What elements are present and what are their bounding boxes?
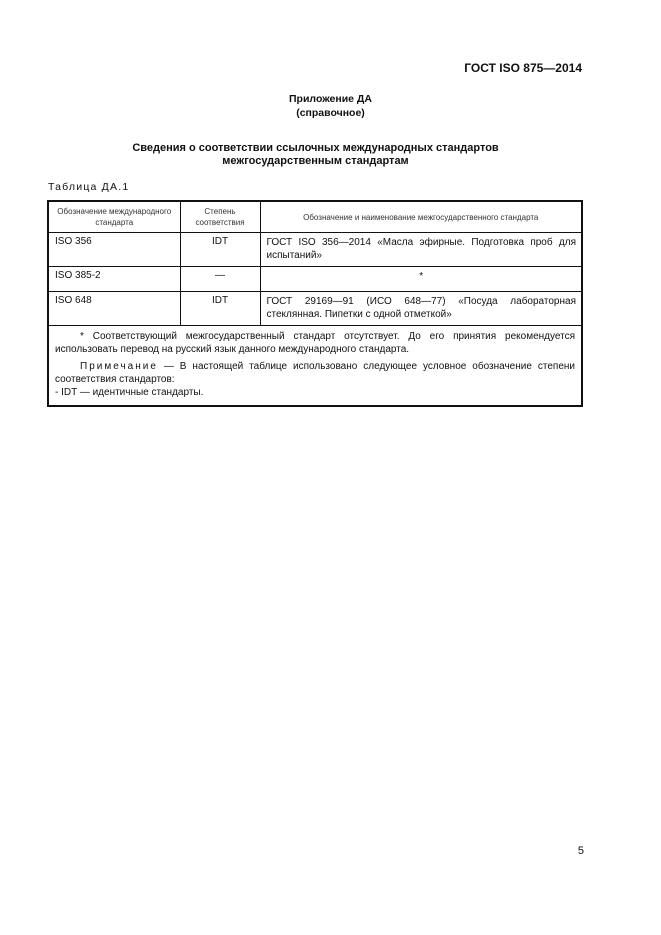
note-label: Примечание [80, 361, 158, 372]
document-code: ГОСТ ISO 875—2014 [464, 61, 582, 75]
cell-interstate-standard: * [260, 267, 581, 292]
cell-degree: — [180, 267, 260, 292]
correspondence-table [47, 200, 583, 407]
table-note [55, 360, 575, 386]
table-row [49, 292, 581, 326]
table-row [49, 267, 581, 292]
section-heading [0, 142, 631, 168]
cell-intl-standard: ISO 648 [49, 292, 180, 326]
note-text: — В настоящей таблице использовано следующее условное обозначение степени соответствия стандартов: [55, 361, 575, 385]
section-heading-line-2: межгосударственным стандартам [222, 155, 409, 167]
table-notes [49, 326, 581, 406]
table-footnote: * Соответствующий межгосударственный стандарт отсутствует. До его принятия рекомендуется использовать перевод на русский язык данного международного стандарта. [55, 331, 575, 355]
column-header-interstate-standard: Обозначение и наименование межгосударственного стандарта [260, 202, 581, 233]
table-caption: Таблица ДА.1 [48, 181, 130, 193]
cell-intl-standard: ISO 385-2 [49, 267, 180, 292]
appendix-heading [0, 92, 661, 120]
column-header-degree: Степень соответствия [180, 202, 260, 233]
table-row [49, 233, 581, 267]
section-heading-line-1: Сведения о соответствии ссылочных международных стандартов [132, 142, 499, 154]
appendix-title: Приложение ДА [289, 93, 372, 105]
table-notes-row [49, 326, 581, 406]
cell-degree: IDT [180, 233, 260, 267]
cell-intl-standard: ISO 356 [49, 233, 180, 267]
cell-interstate-standard: ГОСТ 29169—91 (ИСО 648—77) «Посуда лабораторная стеклянная. Пипетки с одной отметкой» [260, 292, 581, 326]
page-number: 5 [577, 845, 584, 857]
table-header-row [49, 202, 581, 233]
appendix-subtitle: (справочное) [296, 107, 365, 119]
column-header-intl-standard: Обозначение международного стандарта [49, 202, 180, 233]
cell-interstate-standard: ГОСТ ISO 356—2014 «Масла эфирные. Подготовка проб для испытаний» [260, 233, 581, 267]
note-item: - IDT — идентичные стандарты. [55, 387, 204, 398]
cell-degree: IDT [180, 292, 260, 326]
